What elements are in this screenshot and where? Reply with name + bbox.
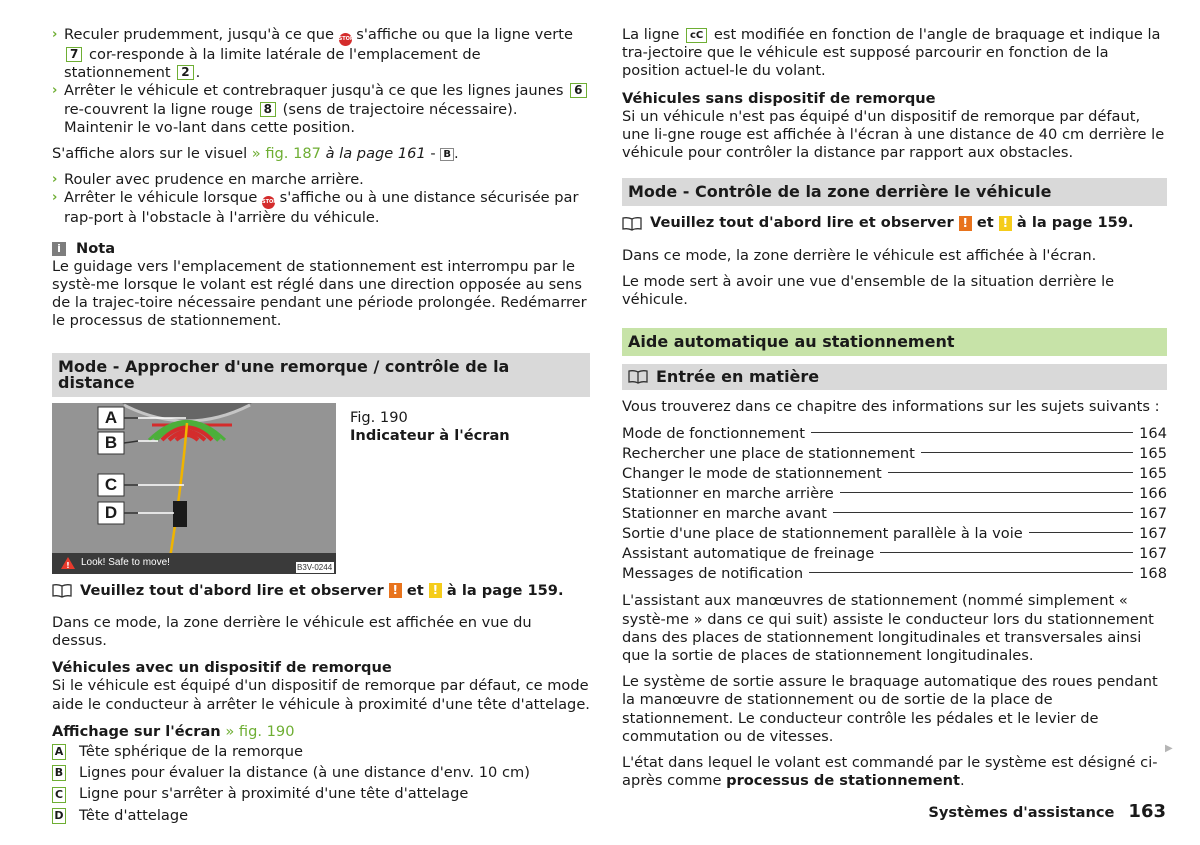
legend-text: Tête sphérique de la remorque bbox=[79, 743, 304, 761]
toc-entry[interactable]: Rechercher une place de stationnement 165 bbox=[622, 445, 1167, 463]
legend-key: B bbox=[52, 765, 66, 781]
chapter-heading: Aide automatique au stationnement bbox=[622, 328, 1167, 356]
section-heading: Mode - Approcher d'une remorque / contrôle de la distance bbox=[52, 353, 590, 397]
read-first-notice: Veuillez tout d'abord lire et observer ! et ! à la page 159. bbox=[52, 582, 590, 600]
note-text: Le guidage vers l'emplacement de stationnement est interrompu par le systè-me lorsque le volant est réglé dans une direction opposée au sens de la trajec-toire nécessaire pendant une période prolongée. Redémarrer le processus de stationnement. bbox=[52, 257, 587, 330]
instruction-step bbox=[52, 171, 590, 189]
instruction-text: Rouler avec prudence en marche arrière. bbox=[64, 171, 364, 189]
figure-warning-text: Look! Safe to move! bbox=[81, 556, 170, 568]
book-icon bbox=[628, 370, 648, 384]
page-footer bbox=[928, 803, 1166, 822]
read-first-notice: Veuillez tout d'abord lire et observer ! et ! à la page 159. bbox=[622, 214, 1167, 232]
book-icon bbox=[52, 584, 72, 598]
note-title: Nota bbox=[76, 239, 116, 257]
warning-yellow-icon: ! bbox=[999, 216, 1012, 231]
figure-number: Fig. 190 bbox=[350, 408, 408, 426]
callout-box: 7 bbox=[66, 47, 82, 62]
table-of-contents bbox=[622, 424, 1167, 584]
stop-icon: STOP bbox=[339, 33, 352, 46]
callout-box: cC bbox=[686, 28, 707, 43]
legend-text: Tête d'attelage bbox=[79, 806, 189, 824]
legend-item bbox=[52, 807, 590, 825]
instruction-text: Arrêter le véhicule lorsque STOP s'affiche ou à une distance sécurisée par rap-port à l'obstacle à l'arrière du véhicule. bbox=[64, 189, 579, 227]
legend-item bbox=[52, 764, 590, 782]
subheading: Véhicules sans dispositif de remorque bbox=[622, 89, 936, 107]
left-column bbox=[52, 26, 590, 828]
right-column bbox=[622, 26, 1167, 790]
toc-entry[interactable]: Changer le mode de stationnement 165 bbox=[622, 465, 1167, 483]
legend-list bbox=[52, 743, 590, 825]
callout-box: 8 bbox=[260, 102, 276, 117]
legend-text: Lignes pour évaluer la distance (à une distance d'env. 10 cm) bbox=[79, 764, 530, 782]
legend-key: C bbox=[52, 787, 66, 803]
paragraph: L'état dans lequel le volant est commandé par le système est désigné ci-après comme processus de stationnement. bbox=[622, 754, 1158, 790]
figure-label-b: B bbox=[104, 432, 118, 452]
parking-camera-illustration bbox=[52, 403, 336, 574]
paragraph: L'assistant aux manœuvres de stationnement (nommé simplement « systè-me » dans ce qui suit) assiste le conducteur lors du stationnement dans des places de stationnement longitudinales et transversales ainsi que la sortie de places de stationnement longitudinales. bbox=[622, 592, 1154, 665]
legend-key: D bbox=[52, 808, 66, 824]
svg-text:!: ! bbox=[66, 560, 70, 570]
info-icon: i bbox=[52, 242, 66, 256]
page-ref: à la page 161 bbox=[325, 145, 426, 163]
note-header bbox=[52, 240, 590, 258]
callout-box: B bbox=[440, 148, 454, 161]
figure-code: B3V-0244 bbox=[297, 562, 333, 572]
callout-box: 2 bbox=[177, 65, 193, 80]
instruction-step bbox=[52, 189, 590, 227]
paragraph: Dans ce mode, la zone derrière le véhicule est affichée à l'écran. bbox=[622, 246, 1097, 264]
figure-link[interactable]: » fig. 187 bbox=[251, 145, 321, 163]
book-icon bbox=[622, 217, 642, 231]
page-number: 163 bbox=[1128, 801, 1166, 822]
mode-description: Dans ce mode, la zone derrière le véhicule est affichée en vue du dessus. bbox=[52, 613, 532, 650]
subheading: Véhicules avec un dispositif de remorque bbox=[52, 659, 392, 677]
callout-box: 6 bbox=[570, 83, 586, 98]
footer-section-label: Systèmes d'assistance bbox=[928, 804, 1115, 821]
toc-entry[interactable]: Stationner en marche arrière 166 bbox=[622, 485, 1167, 503]
paragraph: La ligne cC est modifiée en fonction de l'angle de braquage et indique la tra-jectoire que le véhicule est supposé parcourir en fonction de la position actuel-le du volant. bbox=[622, 26, 1161, 80]
figure-link[interactable]: » fig. 190 bbox=[225, 722, 295, 740]
figure-label-a: A bbox=[104, 407, 118, 427]
display-heading: Affichage sur l'écran » fig. 190 bbox=[52, 722, 295, 740]
legend-text: Ligne pour s'arrêter à proximité d'une tête d'attelage bbox=[79, 785, 469, 803]
bullet-arrow-icon: › bbox=[52, 27, 58, 42]
paragraph: Le système de sortie assure le braquage automatique des roues pendant la manœuvre de stationnement ou de sortie de la place de stationnement. Le conducteur contrôle les pédales et le levier de commutation ou de vitesses. bbox=[622, 673, 1158, 745]
figure-label-c: C bbox=[104, 474, 118, 494]
figure-label-d: D bbox=[104, 502, 118, 522]
legend-key: A bbox=[52, 744, 66, 760]
warning-orange-icon: ! bbox=[959, 216, 972, 231]
section-heading: Mode - Contrôle de la zone derrière le véhicule bbox=[622, 178, 1167, 206]
warning-yellow-icon: ! bbox=[429, 583, 442, 598]
toc-entry[interactable]: Messages de notification 168 bbox=[622, 565, 1167, 583]
paragraph: Si le véhicule est équipé d'un dispositif de remorque par défaut, ce mode aide le conducteur à arrêter le véhicule à proximité d'une tête d'attelage. bbox=[52, 677, 590, 713]
figure-caption bbox=[350, 403, 510, 574]
visual-reference: S'affiche alors sur le visuel » fig. 187 à la page 161 - B . bbox=[52, 145, 459, 163]
bullet-arrow-icon: › bbox=[52, 190, 58, 206]
instruction-text: Arrêter le véhicule et contrebraquer jusqu'à ce que les lignes jaunes 6 re-couvrent la ligne rouge 8 (sens de trajectoire nécessaire). Maintenir le vo-lant dans cette position. bbox=[64, 82, 590, 137]
toc-entry[interactable]: Mode de fonctionnement 164 bbox=[622, 425, 1167, 443]
figure-image bbox=[52, 403, 336, 574]
continue-arrow-icon: ▶ bbox=[1165, 743, 1173, 754]
paragraph: Vous trouverez dans ce chapitre des informations sur les sujets suivants : bbox=[622, 398, 1160, 416]
legend-item bbox=[52, 785, 590, 803]
toc-entry[interactable]: Assistant automatique de freinage 167 bbox=[622, 545, 1167, 563]
paragraph: Le mode sert à avoir une vue d'ensemble de la situation derrière le véhicule. bbox=[622, 272, 1115, 309]
toc-entry[interactable]: Sortie d'une place de stationnement parallèle à la voie 167 bbox=[622, 525, 1167, 543]
figure-title: Indicateur à l'écran bbox=[350, 426, 510, 444]
bullet-arrow-icon: › bbox=[52, 172, 58, 188]
instruction-step bbox=[52, 82, 590, 137]
bullet-arrow-icon: › bbox=[52, 83, 58, 99]
toc-entry[interactable]: Stationner en marche avant 167 bbox=[622, 505, 1167, 523]
subsection-heading: Entrée en matière bbox=[622, 364, 1167, 390]
figure bbox=[52, 403, 590, 574]
paragraph: Si un véhicule n'est pas équipé d'un dispositif de remorque par défaut, une li-gne rouge est affichée à l'écran à une distance de 40 cm derrière le véhicule pour contrôler la distance par rapport aux obstacles. bbox=[622, 107, 1165, 162]
stop-icon: STOP bbox=[262, 196, 275, 209]
instruction-text: Reculer prudemment, jusqu'à ce que STOP s'affiche ou que la ligne verte 7 cor-responde à la limite latérale de l'emplacement de stationnement 2 . bbox=[64, 26, 573, 82]
instruction-step bbox=[52, 26, 590, 82]
legend-item bbox=[52, 743, 590, 761]
warning-orange-icon: ! bbox=[389, 583, 402, 598]
